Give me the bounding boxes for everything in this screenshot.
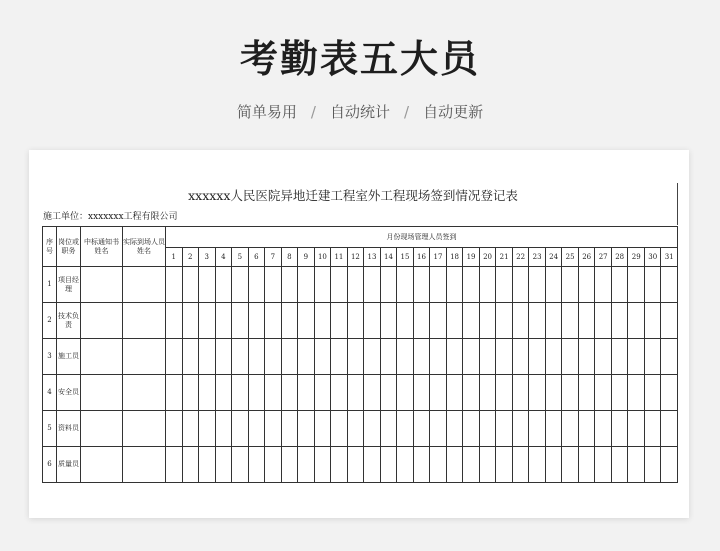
row-seq: 5: [43, 411, 57, 447]
signin-cell[interactable]: [595, 411, 612, 447]
signin-cell[interactable]: [661, 375, 678, 411]
signin-cell[interactable]: [628, 447, 645, 483]
signin-cell[interactable]: [545, 411, 562, 447]
signin-cell[interactable]: [248, 303, 265, 339]
name-cell[interactable]: [81, 447, 123, 483]
signin-cell[interactable]: [281, 303, 298, 339]
signin-cell[interactable]: [644, 411, 661, 447]
signin-cell[interactable]: [529, 267, 546, 303]
signin-cell[interactable]: [562, 303, 579, 339]
signin-cell[interactable]: [578, 375, 595, 411]
signin-cell[interactable]: [496, 339, 513, 375]
signin-cell[interactable]: [380, 375, 397, 411]
signin-cell[interactable]: [248, 411, 265, 447]
day-header: 3: [199, 248, 216, 267]
day-header: 25: [562, 248, 579, 267]
day-header: 13: [364, 248, 381, 267]
signin-cell[interactable]: [661, 267, 678, 303]
signin-cell[interactable]: [479, 447, 496, 483]
signin-cell[interactable]: [265, 267, 282, 303]
signin-cell[interactable]: [595, 303, 612, 339]
day-header: 1: [166, 248, 183, 267]
signin-cell[interactable]: [578, 447, 595, 483]
signin-cell[interactable]: [248, 339, 265, 375]
signin-cell[interactable]: [661, 303, 678, 339]
signin-cell[interactable]: [364, 411, 381, 447]
row-role: 安全员: [57, 375, 81, 411]
signin-cell[interactable]: [248, 267, 265, 303]
day-header: 27: [595, 248, 612, 267]
signin-cell[interactable]: [166, 447, 183, 483]
signin-cell[interactable]: [232, 267, 249, 303]
signin-cell[interactable]: [562, 447, 579, 483]
day-header: 19: [463, 248, 480, 267]
signin-cell[interactable]: [232, 411, 249, 447]
day-header: 24: [545, 248, 562, 267]
signin-cell[interactable]: [281, 375, 298, 411]
signin-cell[interactable]: [430, 375, 447, 411]
day-header: 31: [661, 248, 678, 267]
signin-cell[interactable]: [215, 375, 232, 411]
signin-cell[interactable]: [199, 303, 216, 339]
signin-cell[interactable]: [314, 339, 331, 375]
signin-cell[interactable]: [199, 447, 216, 483]
name-cell[interactable]: [123, 411, 166, 447]
day-header: 20: [479, 248, 496, 267]
day-header: 30: [644, 248, 661, 267]
signin-cell[interactable]: [380, 411, 397, 447]
signin-cell[interactable]: [644, 375, 661, 411]
signin-cell[interactable]: [380, 267, 397, 303]
signin-cell[interactable]: [215, 303, 232, 339]
signin-cell[interactable]: [314, 375, 331, 411]
day-header: 9: [298, 248, 315, 267]
construction-unit: 施工单位：xxxxxxx工程有限公司: [43, 212, 178, 222]
col-header-seq: 序号: [43, 227, 57, 267]
signin-cell[interactable]: [512, 303, 529, 339]
signin-cell[interactable]: [529, 339, 546, 375]
signin-cell[interactable]: [430, 339, 447, 375]
name-cell[interactable]: [123, 375, 166, 411]
name-cell[interactable]: [123, 339, 166, 375]
signin-cell[interactable]: [298, 339, 315, 375]
signin-cell[interactable]: [661, 411, 678, 447]
signin-cell[interactable]: [413, 339, 430, 375]
signin-cell[interactable]: [199, 339, 216, 375]
signin-cell[interactable]: [265, 375, 282, 411]
sheet-border-line: [677, 183, 678, 225]
signin-cell[interactable]: [529, 375, 546, 411]
signin-cell[interactable]: [430, 303, 447, 339]
signin-cell[interactable]: [430, 411, 447, 447]
signin-cell[interactable]: [265, 303, 282, 339]
row-role: 质量员: [57, 447, 81, 483]
attendance-sheet: [29, 150, 689, 518]
signin-cell[interactable]: [199, 411, 216, 447]
signin-cell[interactable]: [182, 375, 199, 411]
signin-cell[interactable]: [215, 339, 232, 375]
attendance-table: [42, 226, 678, 483]
signin-cell[interactable]: [496, 303, 513, 339]
signin-cell[interactable]: [331, 303, 348, 339]
signin-cell[interactable]: [512, 375, 529, 411]
signin-cell[interactable]: [644, 267, 661, 303]
signin-cell[interactable]: [397, 411, 414, 447]
signin-cell[interactable]: [232, 447, 249, 483]
signin-cell[interactable]: [331, 411, 348, 447]
name-cell[interactable]: [81, 303, 123, 339]
signin-cell[interactable]: [182, 303, 199, 339]
signin-cell[interactable]: [380, 339, 397, 375]
row-seq: 3: [43, 339, 57, 375]
signin-cell[interactable]: [215, 411, 232, 447]
signin-cell[interactable]: [281, 267, 298, 303]
tagline-auto-update: 自动更新: [423, 103, 484, 121]
taglines: [0, 101, 720, 122]
signin-cell[interactable]: [413, 411, 430, 447]
day-header: 17: [430, 248, 447, 267]
sheet-title: xxxxxx人民医院异地迁建工程室外工程现场签到情况登记表: [188, 188, 518, 203]
signin-cell[interactable]: [347, 339, 364, 375]
col-header-position: 岗位或职务: [57, 227, 81, 267]
day-header: 12: [347, 248, 364, 267]
row-role: 项目经理: [57, 267, 81, 303]
day-header: 23: [529, 248, 546, 267]
signin-cell[interactable]: [611, 411, 628, 447]
day-header: 2: [182, 248, 199, 267]
row-seq: 2: [43, 303, 57, 339]
day-header: 8: [281, 248, 298, 267]
day-header: 10: [314, 248, 331, 267]
signin-cell[interactable]: [512, 267, 529, 303]
name-cell[interactable]: [81, 339, 123, 375]
signin-cell[interactable]: [611, 375, 628, 411]
signin-cell[interactable]: [298, 375, 315, 411]
signin-cell[interactable]: [661, 447, 678, 483]
signin-cell[interactable]: [611, 447, 628, 483]
signin-cell[interactable]: [661, 339, 678, 375]
tagline-easy: 简单易用: [236, 103, 297, 121]
signin-cell[interactable]: [562, 267, 579, 303]
signin-cell[interactable]: [166, 267, 183, 303]
signin-cell[interactable]: [364, 447, 381, 483]
signin-cell[interactable]: [347, 411, 364, 447]
signin-cell[interactable]: [232, 375, 249, 411]
signin-cell[interactable]: [545, 447, 562, 483]
signin-cell[interactable]: [182, 411, 199, 447]
signin-cell[interactable]: [413, 447, 430, 483]
signin-cell[interactable]: [595, 375, 612, 411]
signin-cell[interactable]: [496, 267, 513, 303]
signin-cell[interactable]: [628, 267, 645, 303]
row-seq: 1: [43, 267, 57, 303]
signin-cell[interactable]: [215, 267, 232, 303]
signin-cell[interactable]: [347, 375, 364, 411]
signin-cell[interactable]: [265, 339, 282, 375]
signin-cell[interactable]: [281, 411, 298, 447]
signin-cell[interactable]: [545, 375, 562, 411]
signin-cell[interactable]: [397, 303, 414, 339]
col-header-signin-group: 月份现场管理人员签到: [166, 227, 678, 248]
table-row: [43, 303, 678, 339]
signin-cell[interactable]: [397, 375, 414, 411]
signin-cell[interactable]: [479, 303, 496, 339]
signin-cell[interactable]: [364, 303, 381, 339]
signin-cell[interactable]: [314, 411, 331, 447]
signin-cell[interactable]: [182, 267, 199, 303]
name-cell[interactable]: [123, 303, 166, 339]
signin-cell[interactable]: [430, 447, 447, 483]
day-header: 21: [496, 248, 513, 267]
signin-cell[interactable]: [314, 303, 331, 339]
signin-cell[interactable]: [331, 375, 348, 411]
signin-cell[interactable]: [166, 339, 183, 375]
table-row: [43, 375, 678, 411]
signin-cell[interactable]: [430, 267, 447, 303]
name-cell[interactable]: [123, 447, 166, 483]
signin-cell[interactable]: [529, 303, 546, 339]
signin-cell[interactable]: [628, 375, 645, 411]
signin-cell[interactable]: [562, 375, 579, 411]
signin-cell[interactable]: [265, 447, 282, 483]
signin-cell[interactable]: [199, 267, 216, 303]
day-header: 16: [413, 248, 430, 267]
signin-cell[interactable]: [628, 411, 645, 447]
signin-cell[interactable]: [479, 411, 496, 447]
signin-cell[interactable]: [298, 411, 315, 447]
day-header: 26: [578, 248, 595, 267]
signin-cell[interactable]: [463, 267, 480, 303]
signin-cell[interactable]: [578, 303, 595, 339]
signin-cell[interactable]: [364, 375, 381, 411]
signin-cell[interactable]: [479, 375, 496, 411]
signin-cell[interactable]: [644, 447, 661, 483]
col-header-actual-name: 实际到场人员姓名: [123, 227, 166, 267]
signin-cell[interactable]: [446, 267, 463, 303]
signin-cell[interactable]: [595, 447, 612, 483]
signin-cell[interactable]: [397, 267, 414, 303]
signin-cell[interactable]: [380, 447, 397, 483]
signin-cell[interactable]: [166, 375, 183, 411]
row-seq: 4: [43, 375, 57, 411]
signin-cell[interactable]: [331, 447, 348, 483]
signin-cell[interactable]: [611, 303, 628, 339]
signin-cell[interactable]: [512, 411, 529, 447]
signin-cell[interactable]: [529, 411, 546, 447]
signin-cell[interactable]: [446, 411, 463, 447]
signin-cell[interactable]: [628, 339, 645, 375]
signin-cell[interactable]: [281, 447, 298, 483]
signin-cell[interactable]: [644, 339, 661, 375]
row-role: 施工员: [57, 339, 81, 375]
day-header: 22: [512, 248, 529, 267]
tagline-auto-stats: 自动统计: [329, 103, 390, 121]
table-row: [43, 339, 678, 375]
day-header: 15: [397, 248, 414, 267]
signin-cell[interactable]: [545, 267, 562, 303]
signin-cell[interactable]: [331, 267, 348, 303]
signin-cell[interactable]: [199, 375, 216, 411]
signin-cell[interactable]: [595, 339, 612, 375]
signin-cell[interactable]: [578, 267, 595, 303]
signin-cell[interactable]: [364, 339, 381, 375]
signin-cell[interactable]: [562, 339, 579, 375]
signin-cell[interactable]: [215, 447, 232, 483]
signin-cell[interactable]: [562, 411, 579, 447]
signin-cell[interactable]: [182, 339, 199, 375]
signin-cell[interactable]: [578, 339, 595, 375]
signin-cell[interactable]: [512, 447, 529, 483]
signin-cell[interactable]: [413, 267, 430, 303]
signin-cell[interactable]: [347, 303, 364, 339]
row-seq: 6: [43, 447, 57, 483]
signin-cell[interactable]: [496, 411, 513, 447]
day-header: 4: [215, 248, 232, 267]
signin-cell[interactable]: [298, 303, 315, 339]
name-cell[interactable]: [81, 267, 123, 303]
table-row: [43, 267, 678, 303]
signin-cell[interactable]: [166, 303, 183, 339]
signin-cell[interactable]: [364, 267, 381, 303]
signin-cell[interactable]: [611, 267, 628, 303]
signin-cell[interactable]: [644, 303, 661, 339]
day-header: 28: [611, 248, 628, 267]
day-header: 7: [265, 248, 282, 267]
signin-cell[interactable]: [512, 339, 529, 375]
signin-cell[interactable]: [446, 339, 463, 375]
banner-title: 考勤表五大员: [239, 37, 480, 81]
signin-cell[interactable]: [248, 447, 265, 483]
signin-cell[interactable]: [595, 267, 612, 303]
signin-cell[interactable]: [248, 375, 265, 411]
signin-cell[interactable]: [232, 339, 249, 375]
signin-cell[interactable]: [463, 447, 480, 483]
signin-cell[interactable]: [628, 303, 645, 339]
signin-cell[interactable]: [314, 447, 331, 483]
signin-cell[interactable]: [479, 267, 496, 303]
signin-cell[interactable]: [545, 339, 562, 375]
name-cell[interactable]: [81, 411, 123, 447]
signin-cell[interactable]: [611, 339, 628, 375]
day-header: 5: [232, 248, 249, 267]
signin-cell[interactable]: [380, 303, 397, 339]
day-header: 6: [248, 248, 265, 267]
signin-cell[interactable]: [578, 411, 595, 447]
signin-cell[interactable]: [347, 447, 364, 483]
table-row: [43, 447, 678, 483]
signin-cell[interactable]: [281, 339, 298, 375]
signin-cell[interactable]: [463, 411, 480, 447]
table-row: [43, 411, 678, 447]
signin-cell[interactable]: [479, 339, 496, 375]
signin-cell[interactable]: [463, 339, 480, 375]
day-header: 29: [628, 248, 645, 267]
signin-cell[interactable]: [331, 339, 348, 375]
day-header: 11: [331, 248, 348, 267]
signin-cell[interactable]: [397, 339, 414, 375]
day-header: 18: [446, 248, 463, 267]
signin-cell[interactable]: [314, 267, 331, 303]
signin-cell[interactable]: [413, 375, 430, 411]
signin-cell[interactable]: [166, 411, 183, 447]
signin-cell[interactable]: [463, 375, 480, 411]
signin-cell[interactable]: [496, 375, 513, 411]
name-cell[interactable]: [81, 375, 123, 411]
signin-cell[interactable]: [529, 447, 546, 483]
signin-cell[interactable]: [446, 303, 463, 339]
col-header-notice-name: 中标通知书姓名: [81, 227, 123, 267]
signin-cell[interactable]: [446, 375, 463, 411]
signin-cell[interactable]: [413, 303, 430, 339]
separator: /: [310, 103, 316, 121]
signin-cell[interactable]: [545, 303, 562, 339]
signin-cell[interactable]: [232, 303, 249, 339]
signin-cell[interactable]: [496, 447, 513, 483]
row-role: 技术负责: [57, 303, 81, 339]
row-role: 资料员: [57, 411, 81, 447]
signin-cell[interactable]: [182, 447, 199, 483]
signin-cell[interactable]: [265, 411, 282, 447]
signin-cell[interactable]: [347, 267, 364, 303]
separator: /: [404, 103, 410, 121]
name-cell[interactable]: [123, 267, 166, 303]
day-header: 14: [380, 248, 397, 267]
signin-cell[interactable]: [397, 447, 414, 483]
signin-cell[interactable]: [298, 267, 315, 303]
signin-cell[interactable]: [298, 447, 315, 483]
signin-cell[interactable]: [446, 447, 463, 483]
signin-cell[interactable]: [463, 303, 480, 339]
